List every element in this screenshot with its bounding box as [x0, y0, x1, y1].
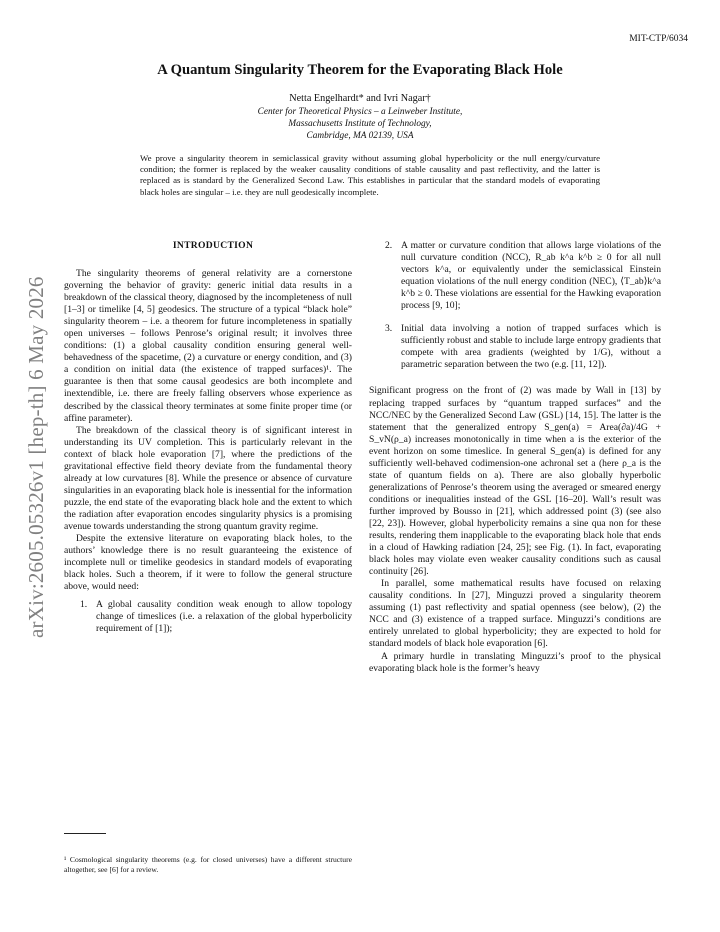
paragraph: Despite the extensive literature on evaporating black holes, to the authors’ knowledge there is no result guaranteeing the existence of incomplete null or timelike geodesics in standard models of evaporating black holes. Such a theorem, if it were to follow the general structure above, would need:	[64, 533, 352, 593]
list-text: Initial data involving a notion of trapped surfaces which is sufficiently robust and stable to include large entropy gradients that compete with area gradients (weighted by 1/G), without a parametric separation between the two (e.g. [11, 12]).	[401, 323, 661, 371]
paragraph: In parallel, some mathematical results have focused on relaxing causality conditions. In [27], Minguzzi proved a singularity theorem assuming (1) past reflectivity and spatial openness (see below), (2) the NCC and (3) existence of a trapped surface. Minguzzi’s conditions are entirely unrelated to global hyperbolicity; they are expected to hold for standard models of black hole evaporation [6].	[369, 578, 661, 650]
paragraph: Significant progress on the front of (2) was made by Wall in [13] by replacing trapped surfaces by “quantum trapped surfaces” and the NCC/NEC by the Generalized Second Law (GSL) [14, 15]. The latter is the statement that the generalized entropy S_gen(a) = Area(∂a)/4G + S_vN(ρ_a) increases monotonically in time when a is the exterior of the event horizon on some timeslice. In general S_gen(a) is defined for any sufficiently well-behaved codimension-one achronal set a (here ρ_a is the state of quantum fields on a). There are also globally hyperbolic generalizations of Penrose’s theorem using the averaged or smeared energy conditions or inequalities instead of the GSL [16–20]. Wall’s result was further improved by Bousso in [21], which addressed point (3) (see also [22, 23]). However, global hyperbolicity remains a sine qua non for these results, rendering them inapplicable to the evaporating black hole that ends in a cloud of Hawking radiation [24, 25]; see Fig. (1). In fact, evaporating black holes may violate even weaker causality conditions such as causal continuity [26].	[369, 385, 661, 578]
arxiv-stamp: arXiv:2605.05326v1 [hep-th] 6 May 2026	[24, 276, 48, 638]
affiliation-line: Cambridge, MA 02139, USA	[306, 131, 414, 142]
paragraph: The singularity theorems of general relativity are a cornerstone governing the behavior of gravity: generic initial data results in a breakdown of the classical theory, diagnosed by the incompleteness of null [1–3] or timelike [4, 5] geodesics. The structure of a typical “black hole” singularity theorem – i.e. a theorem for future incompleteness in spatially open universes – follows Penrose’s original result; it involves three conditions: (1) a global causality condition ensuring general well-behavedness of the spacetime, (2) a curvature or energy condition, and (3) a condition on initial data (the existence of trapped surfaces)¹. The guarantee is then that some causal geodesics are both incomplete and inextendible, i.e. there are freely falling observers whose experience as described by the classical theory terminates at some finite proper time (or affine parameter).	[64, 268, 352, 424]
list-item	[369, 323, 661, 371]
list-item	[369, 240, 661, 312]
right-column	[369, 240, 661, 675]
list-text: A matter or curvature condition that allows large violations of the null curvature condition (NCC), R_ab k^a k^b ≥ 0 for all null vectors k^a, or equivalently under the semiclassical Einstein equation violations of the null energy condition (NEC), ⟨T_ab⟩k^a k^b ≥ 0. These violations are essential for the Hawking evaporation process [9, 10];	[401, 240, 661, 312]
list-item	[64, 599, 352, 635]
affiliation	[0, 106, 720, 143]
list-number: 3.	[385, 323, 393, 335]
paper-title: A Quantum Singularity Theorem for the Evaporating Black Hole	[157, 62, 563, 78]
list-number: 1.	[80, 599, 88, 611]
paragraph: The breakdown of the classical theory is of significant interest in understanding its UV completion. This is particularly relevant in the context of black hole evaporation [7], where the predictions of the gravitational effective field theory deviate from the fundamental theory already at low curvatures [8]. While the presence or absence of curvature singularities in an evaporating black hole is inessential for the information puzzle, the end state of the evaporating black hole and the extent to which the radiation after evaporation encodes singularity physics is a promising avenue towards understanding the strong quantum gravity regime.	[64, 424, 352, 532]
affiliation-line: Center for Theoretical Physics – a Leinweber Institute,	[257, 107, 463, 117]
author-list: Netta Engelhardt* and Ivri Nagar†	[289, 93, 431, 104]
section-heading: INTRODUCTION	[172, 240, 254, 251]
abstract: We prove a singularity theorem in semiclassical gravity without assuming global hyperbolicity or the null energy/curvature condition; the former is replaced by the weaker causality conditions of stable causality and past reflectivity, and the latter is replaced as is standard by the Generalized Second Law. This establishes in particular that the standard models of evaporating black holes are singular – i.e. they are null geodesically incomplete.	[140, 153, 600, 197]
preprint-number: MIT-CTP/6034	[629, 34, 688, 44]
paragraph: A primary hurdle in translating Minguzzi’s proof to the physical evaporating black hole is the former’s heavy	[369, 650, 661, 674]
list-text: A global causality condition weak enough to allow topology change of timeslices (i.e. a relaxation of the global hyperbolicity requirement of [1]);	[96, 599, 352, 635]
footnote: ¹ Cosmological singularity theorems (e.g. for closed universes) have a different structure altogether, see [6] for a review.	[64, 855, 352, 874]
left-column	[64, 268, 352, 635]
footnote-rule	[64, 833, 106, 834]
affiliation-line: Massachusetts Institute of Technology,	[288, 119, 432, 130]
list-number: 2.	[385, 240, 393, 251]
